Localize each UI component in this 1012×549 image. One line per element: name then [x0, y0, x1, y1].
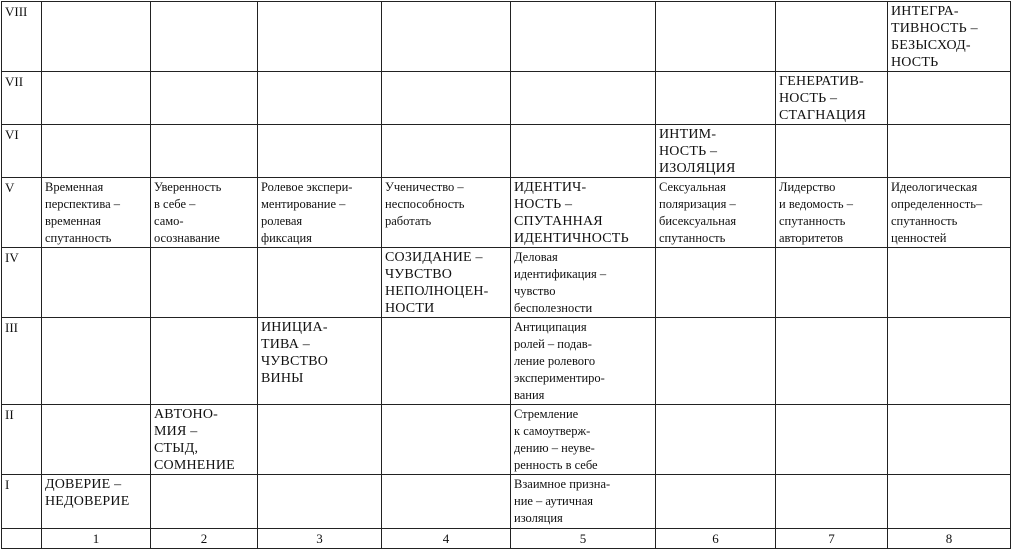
table-row — [2, 318, 1011, 405]
table-cell — [42, 405, 151, 475]
table-cell: Ученичество – неспособность работать — [382, 178, 511, 248]
table-cell — [382, 72, 511, 125]
row-label: VIII — [2, 2, 42, 72]
table-cell — [511, 72, 656, 125]
table-cell — [656, 318, 776, 405]
table-cell — [151, 125, 258, 178]
table-cell: ДОВЕРИЕ – НЕДОВЕРИЕ — [42, 475, 151, 529]
table-cell — [656, 405, 776, 475]
table-cell — [776, 2, 888, 72]
table-row — [2, 178, 1011, 248]
table-cell: Стремление к самоутверж- дению – неуве- ренность в себе — [511, 405, 656, 475]
table-cell — [258, 2, 382, 72]
table-cell — [258, 475, 382, 529]
row-label: VI — [2, 125, 42, 178]
row-label: I — [2, 475, 42, 529]
table-cell — [382, 125, 511, 178]
table-cell — [151, 318, 258, 405]
table-cell — [382, 475, 511, 529]
table-row — [2, 475, 1011, 529]
table-cell: АВТОНО- МИЯ – СТЫД, СОМНЕНИЕ — [151, 405, 258, 475]
corner-cell — [2, 529, 42, 549]
table-cell — [151, 475, 258, 529]
table-cell — [382, 2, 511, 72]
table-cell — [888, 248, 1011, 318]
column-number: 6 — [656, 529, 776, 549]
table-cell — [888, 405, 1011, 475]
table-cell — [888, 318, 1011, 405]
column-number: 3 — [258, 529, 382, 549]
column-number: 5 — [511, 529, 656, 549]
table-cell — [776, 248, 888, 318]
column-number: 2 — [151, 529, 258, 549]
table-cell — [511, 2, 656, 72]
table-cell — [656, 248, 776, 318]
row-label: VII — [2, 72, 42, 125]
table-cell: Идеологическая определенность– спутанность ценностей — [888, 178, 1011, 248]
table-cell: Временная перспектива – временная спутанность — [42, 178, 151, 248]
table-row — [2, 72, 1011, 125]
row-label: II — [2, 405, 42, 475]
column-number: 1 — [42, 529, 151, 549]
table-cell — [151, 248, 258, 318]
row-label: IV — [2, 248, 42, 318]
table-cell — [42, 248, 151, 318]
table-cell: ИДЕНТИЧ- НОСТЬ – СПУТАННАЯ ИДЕНТИЧНОСТЬ — [511, 178, 656, 248]
table-cell — [656, 2, 776, 72]
table-cell — [656, 475, 776, 529]
column-number-row — [2, 529, 1011, 549]
stages-table — [1, 1, 1011, 549]
table-cell: ИНТИМ- НОСТЬ – ИЗОЛЯЦИЯ — [656, 125, 776, 178]
table-cell — [258, 248, 382, 318]
row-label: III — [2, 318, 42, 405]
column-number: 8 — [888, 529, 1011, 549]
table-cell — [656, 72, 776, 125]
table-row — [2, 2, 1011, 72]
table-row — [2, 125, 1011, 178]
table-cell — [151, 2, 258, 72]
table-cell — [776, 318, 888, 405]
table-cell — [42, 72, 151, 125]
table-cell — [42, 318, 151, 405]
table-cell — [258, 125, 382, 178]
table-cell: СОЗИДАНИЕ – ЧУВСТВО НЕПОЛНОЦЕН- НОСТИ — [382, 248, 511, 318]
table-cell: ИНИЦИА- ТИВА – ЧУВСТВО ВИНЫ — [258, 318, 382, 405]
table-cell — [888, 72, 1011, 125]
table-cell — [42, 2, 151, 72]
table-cell — [776, 125, 888, 178]
column-number: 4 — [382, 529, 511, 549]
table-cell: Лидерство и ведомость – спутанность авторитетов — [776, 178, 888, 248]
table-row — [2, 248, 1011, 318]
row-label: V — [2, 178, 42, 248]
table-cell — [382, 318, 511, 405]
table-cell: ИНТЕГРА- ТИВНОСТЬ – БЕЗЫСХОД- НОСТЬ — [888, 2, 1011, 72]
table-row — [2, 405, 1011, 475]
table-cell: Ролевое экспери- ментирование – ролевая фиксация — [258, 178, 382, 248]
table-cell: Деловая идентификация – чувство бесполезности — [511, 248, 656, 318]
table-cell: Сексуальная поляризация – бисексуальная спутанность — [656, 178, 776, 248]
table-cell: ГЕНЕРАТИВ- НОСТЬ – СТАГНАЦИЯ — [776, 72, 888, 125]
table-cell — [42, 125, 151, 178]
table-cell: Антиципация ролей – подав- ление ролевого экспериментиро- вания — [511, 318, 656, 405]
table-cell — [382, 405, 511, 475]
table-cell: Уверенность в себе – само- осознавание — [151, 178, 258, 248]
table-cell — [888, 475, 1011, 529]
column-number: 7 — [776, 529, 888, 549]
table-cell — [258, 72, 382, 125]
table-cell — [888, 125, 1011, 178]
table-cell — [511, 125, 656, 178]
table-cell — [776, 475, 888, 529]
table-cell: Взаимное призна- ние – аутичная изоляция — [511, 475, 656, 529]
table-cell — [151, 72, 258, 125]
table-cell — [258, 405, 382, 475]
table-cell — [776, 405, 888, 475]
